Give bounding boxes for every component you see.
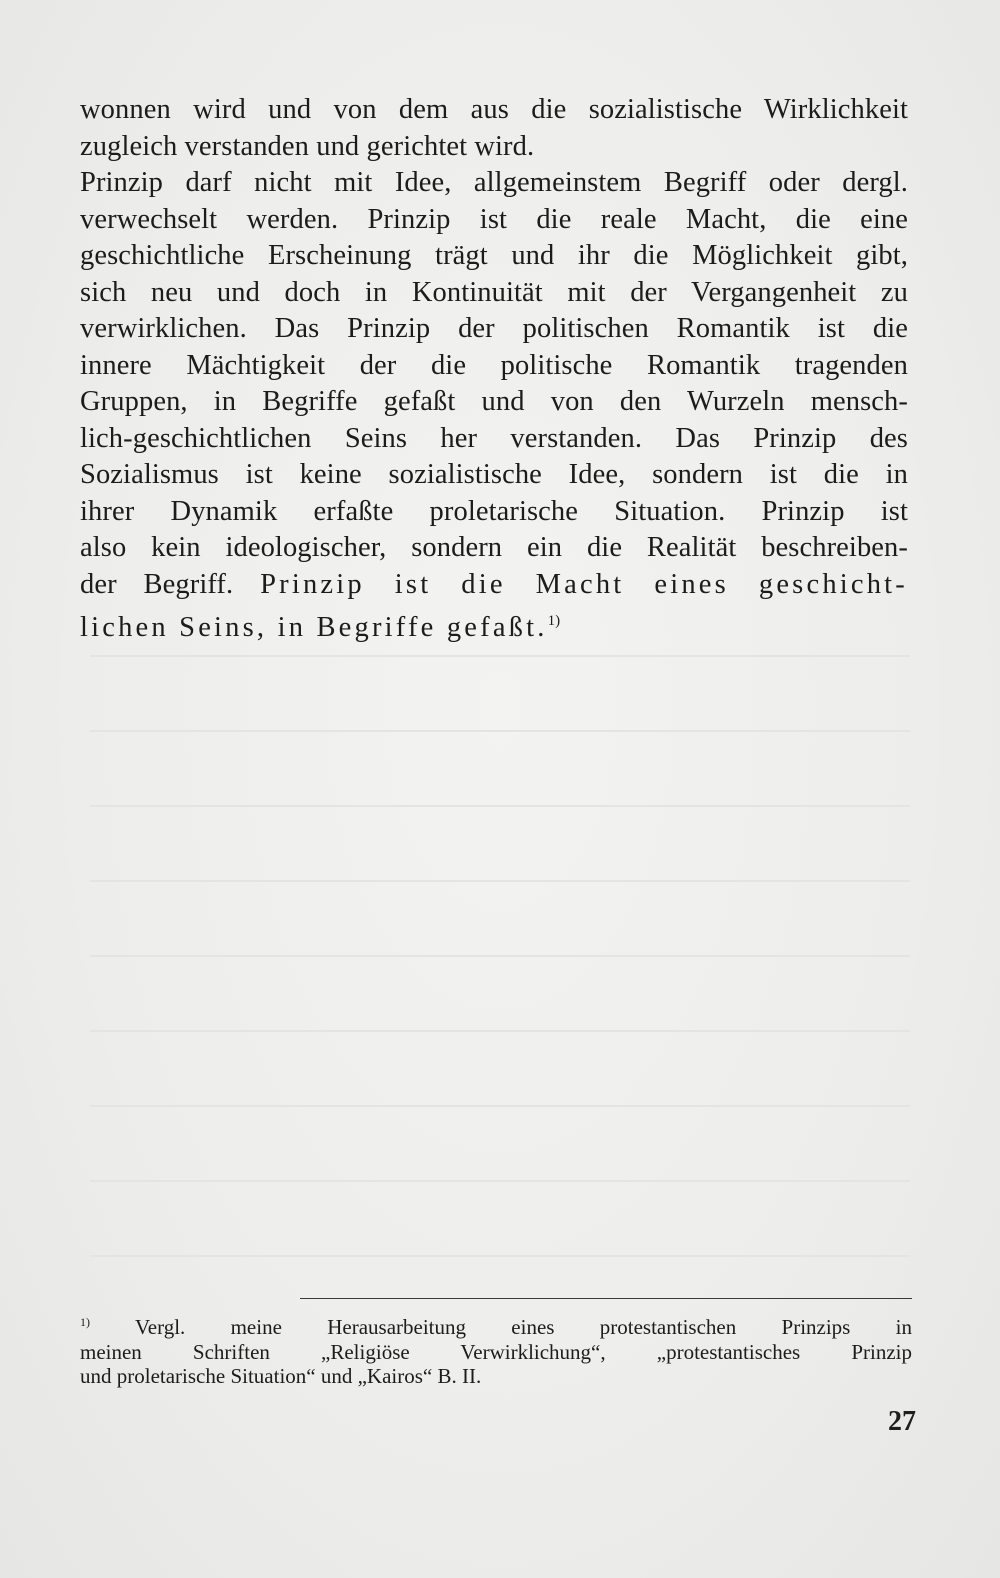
body-line: Sozialismus ist keine sozialistische Idee, sondern ist die in: [80, 459, 908, 490]
footnote-text: Vergl. meine Herausarbeitung eines protestantischen Prinzips in: [134, 1315, 912, 1339]
emphasized-definition: Prinzip ist die Macht eines geschicht-: [260, 568, 908, 600]
page-number: 27: [888, 1406, 916, 1437]
footnote-marker: 1): [80, 1315, 90, 1329]
show-through-line: [90, 1180, 910, 1182]
body-line: wonnen wird und von dem aus die sozialistische Wirklichkeit: [80, 94, 908, 125]
show-through-line: [90, 805, 910, 807]
footnote: [80, 1310, 912, 1389]
show-through-line: [90, 1105, 910, 1107]
show-through-line: [90, 880, 910, 882]
show-through-line: [90, 655, 910, 657]
body-line: Prinzip darf nicht mit Idee, allgemeinstem Begriff oder dergl.: [80, 167, 908, 198]
body-text-segment: der Begriff.: [80, 568, 234, 600]
body-paragraph: [80, 92, 908, 647]
body-line: verwirklichen. Das Prinzip der politischen Romantik ist die: [80, 313, 908, 344]
show-through-line: [90, 955, 910, 957]
body-line-with-emphasis: [80, 567, 908, 604]
body-line: also kein ideologischer, sondern ein die Realität beschreiben-: [80, 532, 908, 563]
body-line-with-emphasis: [80, 603, 908, 647]
body-line: innere Mächtigkeit der die politische Romantik tragenden: [80, 349, 908, 381]
show-through-line: [90, 1255, 910, 1257]
emphasized-definition: lichen Seins, in Begriffe gefaßt.: [80, 612, 548, 643]
show-through-line: [90, 730, 910, 732]
body-line: zugleich verstanden und gerichtet wird.: [80, 130, 535, 162]
footnote-line: und proletarische Situation“ und „Kairos“ B. II.: [80, 1364, 482, 1388]
body-line: sich neu und doch in Kontinuität mit der Vergangenheit zu: [80, 276, 908, 308]
body-line: lich-geschichtlichen Seins her verstanden. Das Prinzip des: [80, 422, 908, 454]
body-line: geschichtliche Erscheinung trägt und ihr die Möglichkeit gibt,: [80, 240, 908, 271]
body-line: ihrer Dynamik erfaßte proletarische Situation. Prinzip ist: [80, 495, 908, 527]
footnote-line: [80, 1310, 912, 1340]
body-line: Gruppen, in Begriffe gefaßt und von den Wurzeln mensch-: [80, 386, 908, 417]
footnote-separator: [300, 1298, 912, 1299]
footnote-reference[interactable]: 1): [547, 613, 561, 629]
show-through-line: [90, 1030, 910, 1032]
body-line: verwechselt werden. Prinzip ist die reale Macht, die eine: [80, 203, 908, 235]
footnote-line: meinen Schriften „Religiöse Verwirklichung“, „protestantisches Prinzip: [80, 1339, 912, 1364]
